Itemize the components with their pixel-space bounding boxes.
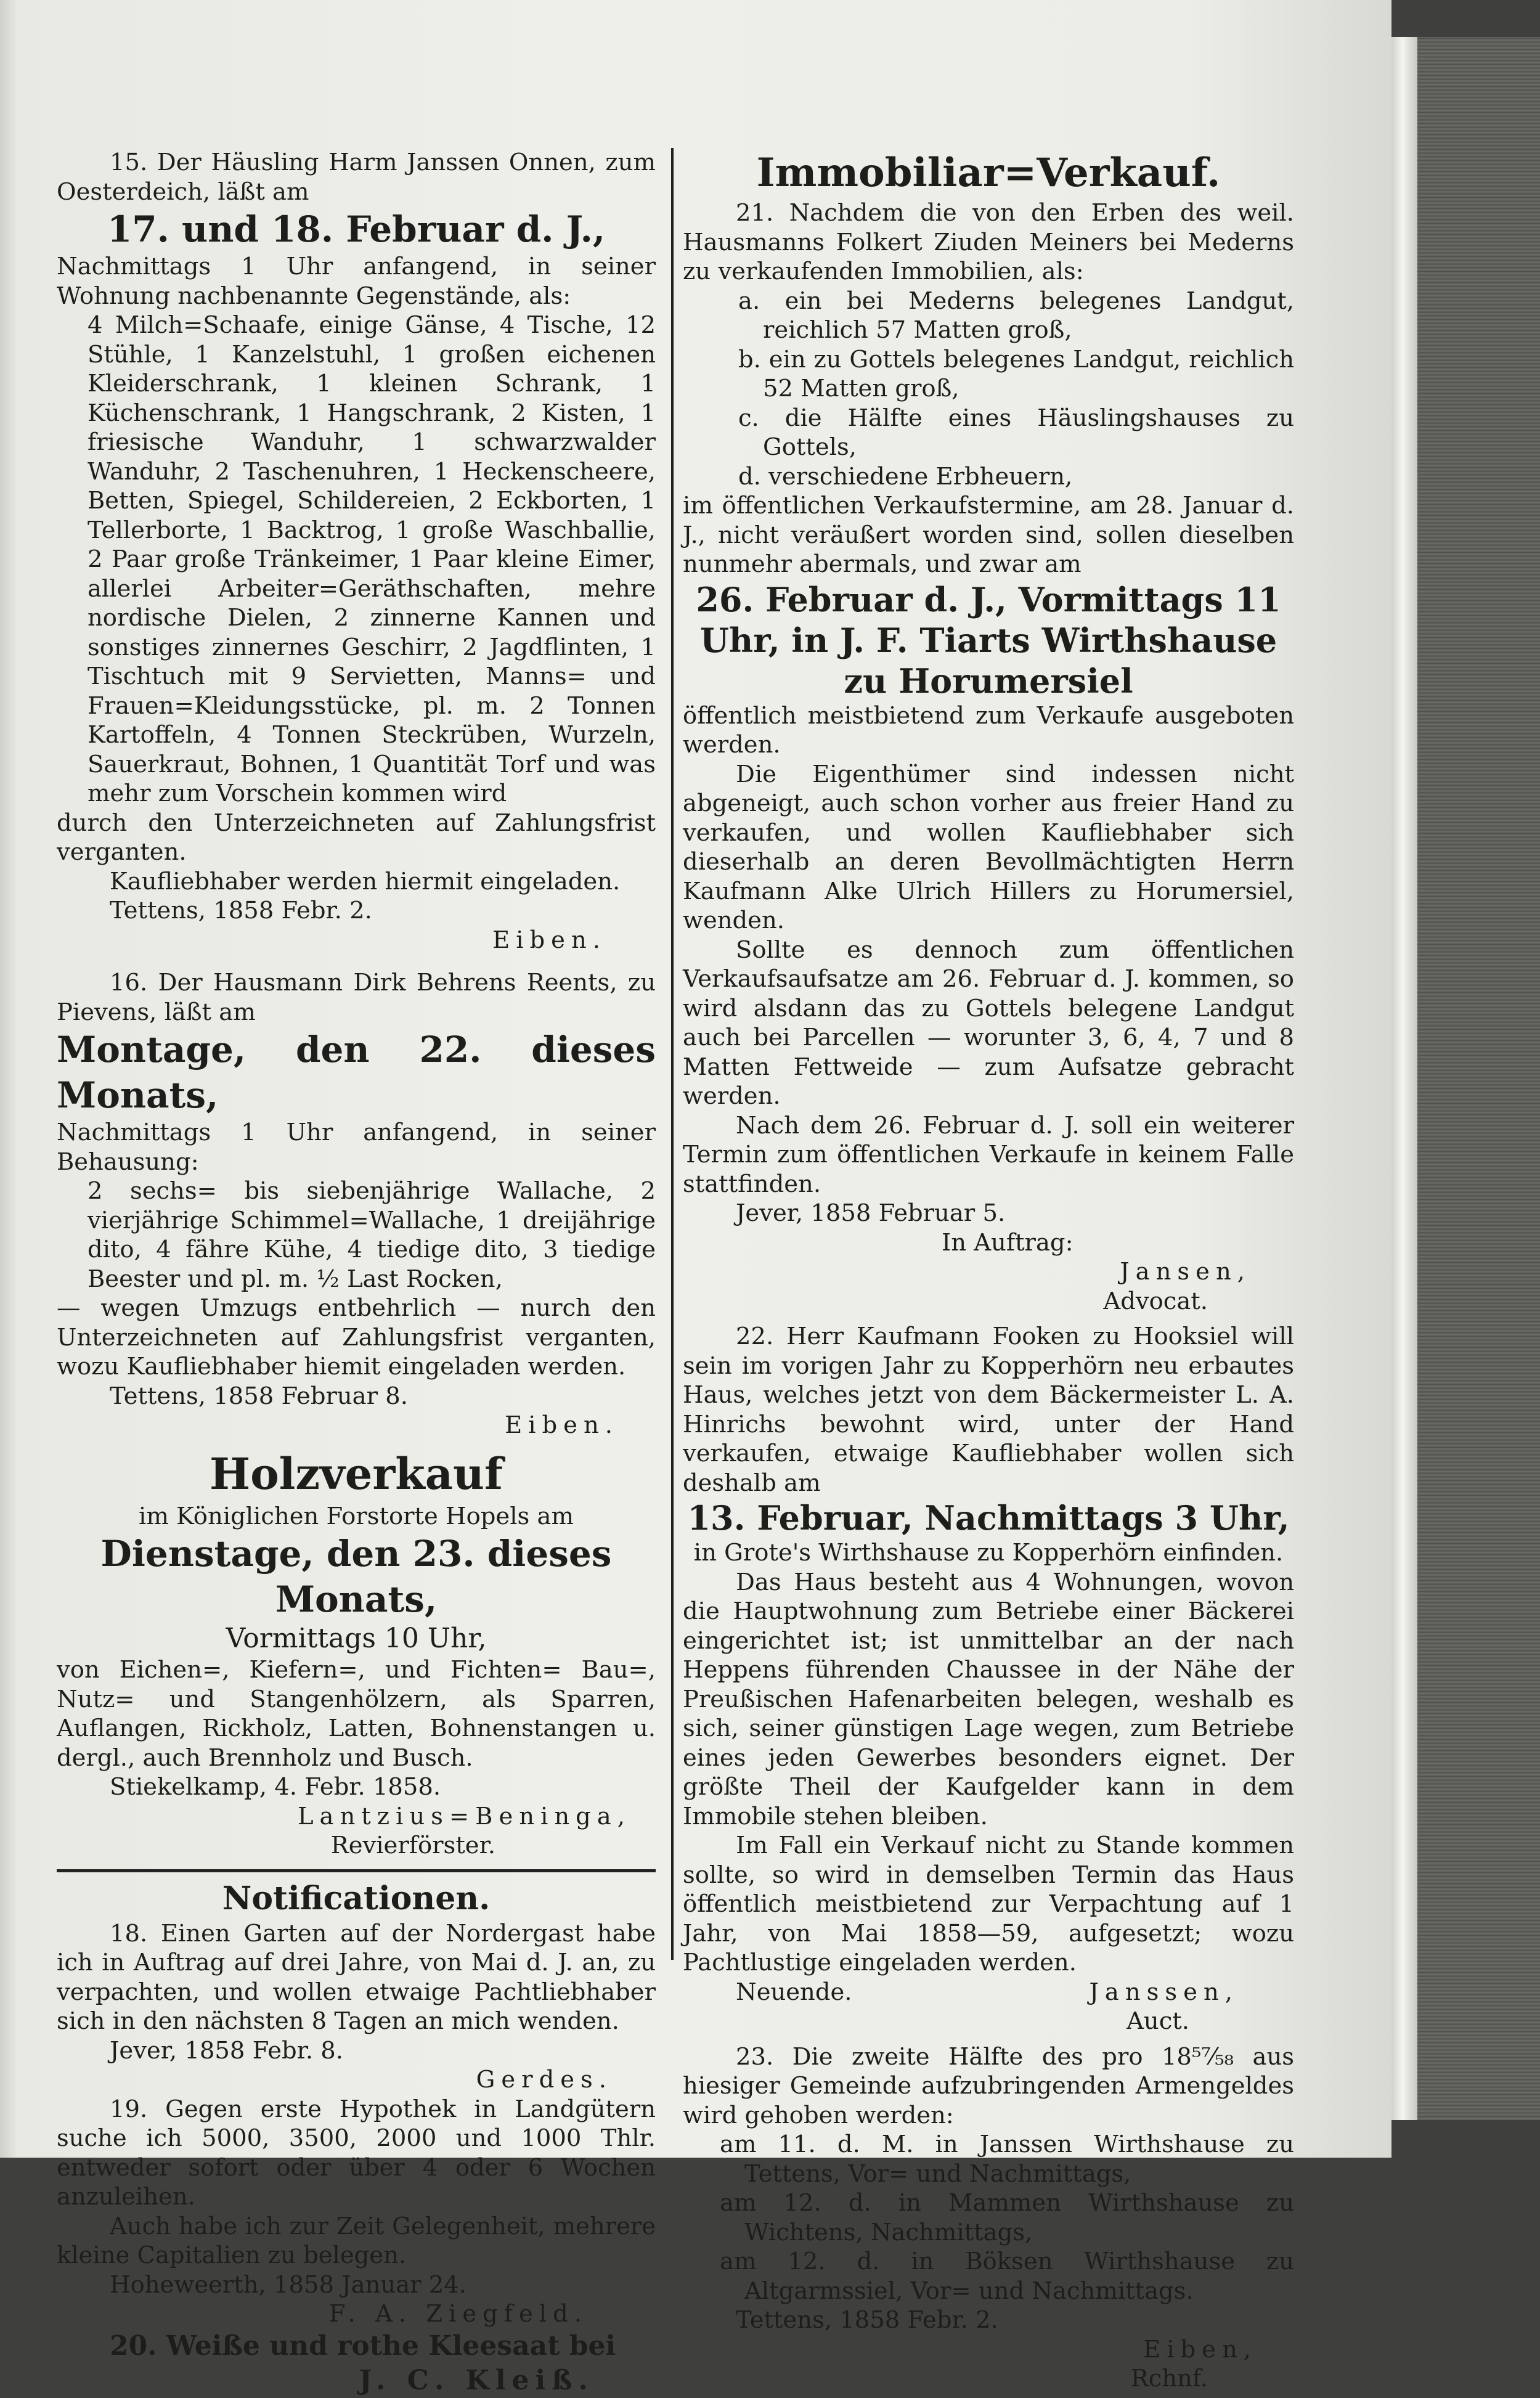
notice-23-intro: 23. Die zweite Hälfte des pro 18⁵⁷⁄₅₈ aus hiesiger Gemeinde aufzubringenden Armengeldes wird gehoben werden: <box>683 2042 1294 2129</box>
notice-22-p3: Im Fall ein Verkauf nicht zu Stande kommen sollte, so wird in demselben Termin das Haus öffentlich meistbietend zur Verpachtung auf 1 Jahr, von Mai 1858—59, aufgesetzt; wozu Pachtlustige eingeladen werden. <box>683 1832 1294 1976</box>
notice-15-closing: durch den Unterzeichneten auf Zahlungsfrist verganten. <box>57 809 656 866</box>
binding-edge <box>1417 37 1540 2120</box>
notice-20 <box>57 2329 656 2398</box>
holzverkauf-time: Vormittags 10 Uhr, <box>226 1623 487 1654</box>
notice-16-intro: 16. Der Hausmann Dirk Behrens Reents, zu Pievens, läßt am <box>57 969 656 1026</box>
notice-19-body2: Auch habe ich zur Zeit Gelegenheit, mehrere kleine Capitalien zu belegen. <box>57 2212 656 2269</box>
holzverkauf-signer-title: Revierförster. <box>330 1832 495 1859</box>
notice-22-place-date: Neuende. <box>736 1978 852 2006</box>
notice-19-signature: F. A. Ziegfeld. <box>328 2300 588 2328</box>
notice-21-p4: Nach dem 26. Februar d. J. soll ein weiterer Termin zum öffentlichen Verkaufe in keinem Falle stattfinden. <box>683 1111 1294 1198</box>
notice-21-after: öffentlich meistbietend zum Verkaufe ausgeboten werden. <box>683 701 1294 759</box>
adjacent-page-edge <box>0 0 17 2158</box>
notice-21-date: 26. Februar d. J., Vormittags 11 Uhr, in J. F. Tiarts Wirthshause zu Horumersiel <box>696 579 1281 701</box>
notice-23-signer-title: Rchnf. <box>1130 2365 1208 2392</box>
notice-15 <box>57 148 656 955</box>
holzverkauf-date: Dienstage, den 23. dieses Monats, <box>100 1533 612 1620</box>
notice-21-signature: Jansen, <box>1120 1258 1251 1286</box>
holzverkauf-signature: Lantzius=Beninga, <box>297 1802 631 1830</box>
notice-21 <box>683 198 1294 1316</box>
notice-15-items: 4 Milch=Schaafe, einige Gänse, 4 Tische, 12 Stühle, 1 Kanzelstuhl, 1 großen eichenen Kleiderschrank, 1 kleinen Schrank, 1 Küchenschrank, 1 Hangschrank, 2 Kisten, 1 friesische Wanduhr, 1 schwarzwalder Wanduhr, 2 Taschenuhren, 1 Heckenscheere, Betten, Spiegel, Schildereien, 2 Eckborten, 1 Tellerborte, 1 Backtrog, 1 große Waschballie, 2 Paar große Tränkeimer, 1 Paar kleine Eimer, allerlei Arbeiter=Geräthschaften, mehre nordische Dielen, 2 zinnerne Kannen und sonstiges zinnernes Geschirr, 2 Jagdflinten, 1 Tischtuch mit 9 Servietten, Manns= und Frauen=Kleidungsstücke, pl. m. 2 Tonnen Kartoffeln, 4 Tonnen Steckrüben, Wurzeln, Sauerkraut, Bohnen, 1 Quantität Torf und was mehr zum Vorschein kommen wird <box>88 311 656 807</box>
section-rule <box>57 1869 656 1872</box>
notificationen-heading: Notificationen. <box>222 1879 491 1917</box>
notice-23-line-2: am 12. d. in Mammen Wirthshause zu Wichtens, Nachmittags, <box>720 2189 1294 2246</box>
notice-16-date: Montage, den 22. dieses Monats, <box>57 1029 656 1116</box>
left-column <box>57 148 656 2398</box>
notice-21-intro: 21. Nachdem die von den Erben des weil. Hausmanns Folkert Ziuden Meiners bei Mederns zu verkaufenden Immobilien, als: <box>683 199 1294 285</box>
notice-21-p3: Sollte es dennoch zum öffentlichen Verkaufsaufsatze am 26. Februar d. J. kommen, so wird alsdann das zu Gottels belegene Landgut auch bei Parcellen — worunter 3, 6, 4, 7 und 8 Matten Fettweide — zum Aufsatze gebracht werden. <box>683 936 1294 1110</box>
notice-15-time: Nachmittags 1 Uhr anfangend, in seiner Wohnung nachbenannte Gegenstände, als: <box>57 253 656 310</box>
notice-18 <box>57 1919 656 2095</box>
notice-19 <box>57 2095 656 2329</box>
notice-21-place-date: Jever, 1858 Februar 5. <box>736 1199 1006 1227</box>
notice-23-signature: Eiben, <box>1143 2335 1257 2363</box>
notice-21-item-b: b. ein zu Gottels belegenes Landgut, reichlich 52 Matten groß, <box>738 345 1294 402</box>
notice-18-body: 18. Einen Garten auf der Nordergast habe ich in Auftrag auf drei Jahre, von Mai d. J. an, zu verpachten, und wollen etwaige Pachtliebhaber sich in den nächsten 8 Tagen an mich wenden. <box>57 1919 656 2035</box>
immobiliar-verkauf-heading: Immobiliar=Verkauf. <box>756 150 1221 196</box>
right-column <box>683 148 1294 2394</box>
notice-22-signature: Janssen, <box>1089 1978 1239 2006</box>
notice-18-place-date: Jever, 1858 Febr. 8. <box>110 2036 344 2065</box>
notice-21-item-a: a. ein bei Mederns belegenes Landgut, reichlich 57 Matten groß, <box>738 287 1294 344</box>
notice-22-intro: 22. Herr Kaufmann Fooken zu Hooksiel will sein im vorigen Jahr zu Kopperhörn neu erbautes Haus, welches jetzt von dem Bäckermeister L. A. Hinrichs bewohnt wird, unter der Hand verkaufen, etwaige Kaufliebhaber wollen sich deshalb am <box>683 1323 1294 1497</box>
notice-23-place-date: Tettens, 1858 Febr. 2. <box>736 2306 998 2334</box>
notice-21-continuation: im öffentlichen Verkaufstermine, am 28. Januar d. J., nicht veräußert worden sind, sollen dieselben nunmehr abermals, und zwar am <box>683 492 1294 578</box>
notice-18-signature: Gerdes. <box>476 2066 613 2094</box>
notice-16-closing: — wegen Umzugs entbehrlich — nurch den Unterzeichneten auf Zahlungsfrist verganten, wozu Kaufliebhaber hiemit eingeladen werden. <box>57 1294 656 1380</box>
column-divider <box>671 148 674 1960</box>
notice-20-body: 20. Weiße und rothe Kleesaat bei <box>110 2330 616 2362</box>
notice-16-time: Nachmittags 1 Uhr anfangend, in seiner Behausung: <box>57 1119 656 1176</box>
notice-23-line-1: am 11. d. M. in Janssen Wirthshause zu Tettens, Vor= und Nachmittags, <box>720 2131 1294 2188</box>
notice-16-signature: Eiben. <box>505 1411 619 1439</box>
notice-23-line-3: am 12. d. in Böksen Wirthshause zu Altgarmssiel, Vor= und Nachmittags. <box>720 2248 1294 2305</box>
notice-22-date: 13. Februar, Nachmittags 3 Uhr, <box>687 1498 1290 1538</box>
holzverkauf-body: von Eichen=, Kiefern=, und Fichten= Bau=, Nutz= und Stangenhölzern, als Sparren, Auflangen, Rickholz, Latten, Bohnenstangen u. dergl., auch Brennholz und Busch. <box>57 1656 656 1772</box>
notice-16-items: 2 sechs= bis siebenjährige Wallache, 2 vierjährige Schimmel=Wallache, 1 dreijährige dito, 4 fähre Kühe, 4 tiedige dito, 3 tiedige Beester und pl. m. ½ Last Rocken, <box>88 1177 656 1293</box>
notice-15-signature: Eiben. <box>492 926 606 954</box>
notice-21-signer-title: Advocat. <box>1103 1287 1208 1315</box>
notice-22 <box>683 1322 1294 2036</box>
notice-21-item-d: d. verschiedene Erbheuern, <box>738 462 1073 491</box>
notice-15-invite: Kaufliebhaber werden hiermit eingeladen. <box>110 867 621 895</box>
notice-22-sign-row <box>683 1978 1294 2007</box>
notice-23 <box>683 2042 1294 2394</box>
notice-21-p2: Die Eigenthümer sind indessen nicht abgeneigt, auch schon vorher aus freier Hand zu verkaufen, und wollen Kaufliebhaber sich dieserhalb an deren Bevollmächtigten Herrn Kaufmann Alke Ulrich Hillers zu Horumersiel, wenden. <box>683 760 1294 934</box>
notice-20-signature: J. C. Kleiß. <box>359 2364 594 2396</box>
notice-15-intro: 15. Der Häusling Harm Janssen Onnen, zum Oesterdeich, läßt am <box>57 149 656 206</box>
notice-19-body: 19. Gegen erste Hypothek in Landgütern suche ich 5000, 3500, 2000 und 1000 Thlr. entweder sofort oder über 4 oder 6 Wochen anzuleihen. <box>57 2095 656 2211</box>
holzverkauf-title: Holzverkauf <box>209 1448 503 1499</box>
notice-16-place-date: Tettens, 1858 Februar 8. <box>110 1382 409 1410</box>
holzverkauf-notice <box>57 1446 656 1861</box>
notice-16 <box>57 968 656 1440</box>
notice-21-auftrag: In Auftrag: <box>942 1228 1074 1257</box>
notice-19-place-date: Hoheweerth, 1858 Januar 24. <box>110 2270 467 2299</box>
holzverkauf-place: im Königlichen Forstorte Hopels am <box>139 1502 574 1530</box>
notice-22-p2: Das Haus besteht aus 4 Wohnungen, wovon die Hauptwohnung zum Betriebe einer Bäckerei eingerichtet ist; ist unmittelbar an der nach Heppens führenden Chaussee in der Nähe der Preußischen Hafenarbeiten belegen, weshalb es sich, seiner günstigen Lage wegen, zum Betriebe eines jeden Gewerbes besonders eignet. Der größte Theil der Kaufgelder kann in dem Immobile stehen bleiben. <box>683 1568 1294 1830</box>
notice-15-place-date: Tettens, 1858 Febr. 2. <box>110 897 372 924</box>
holzverkauf-place-date: Stiekelkamp, 4. Febr. 1858. <box>110 1773 441 1801</box>
notice-15-date: 17. und 18. Februar d. J., <box>107 208 606 250</box>
notice-22-signer-title: Auct. <box>1126 2007 1189 2035</box>
notice-22-place: in Grote's Wirthshause zu Kopperhörn einfinden. <box>693 1539 1284 1567</box>
notice-21-item-c: c. die Hälfte eines Häuslingshauses zu Gottels, <box>738 404 1294 461</box>
